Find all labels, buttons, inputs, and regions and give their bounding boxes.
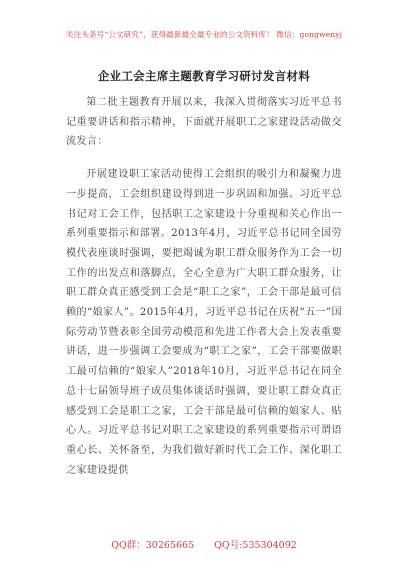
footer-qq-number: QQ号:535304092 [214, 540, 297, 551]
header-banner: 关注头条号“公文研究”，获得最新最全最专业的公文资料库！ 微信：gongwenyj [65, 30, 343, 39]
footer-contact [0, 537, 408, 551]
footer-qq-group: QQ群：30265665 [111, 540, 195, 551]
document-body [66, 93, 342, 493]
paragraph-intro: 第二批主题教育开展以来，我深入贯彻落实习近平总书记重要讲话和指示精神，下面就开展职工之家建设活动做交流发言： [66, 97, 342, 148]
paragraph-main: 开展建设职工家活动使得工会组织的吸引力和凝聚力进一步提高，工会组织建设得到进一步巩固和加强。习近平总书记对工会工作，包括职工之家建设十分重视和关心作出一系列重要指示和部署。2013年4月，习近平总书记同全国劳模代表座谈时强调，要把竭诚为职工群众服务作为工会一切工作的出发点和落脚点，全心全意为广大职工群众服务，让职工群众真正感受到工会是“职工之家”，工会干部是最可信赖的“娘家人”。2015年4月，习近平总书记在庆祝“五一”国际劳动节暨表彰全国劳动模范和先进工作者大会上发表重要讲话，进一步强调工会要成为“职工之家”，工会干部要做职工最可信赖的“娘家人”2018年10月，习近平总书记在同全总十七届领导班子成员集体谈话时强调，要让职工群众真正感受到工会是职工之家，工会干部是最可信赖的娘家人、贴心人。习近平总书记对职工之家建设的系列重要指示可谓语重心长、关怀备至，为我们做好新时代工会工作、深化职工之家建设提供 [66, 169, 342, 476]
document-title: 企业工会主席主题教育学习研讨发言材料 [97, 69, 311, 83]
